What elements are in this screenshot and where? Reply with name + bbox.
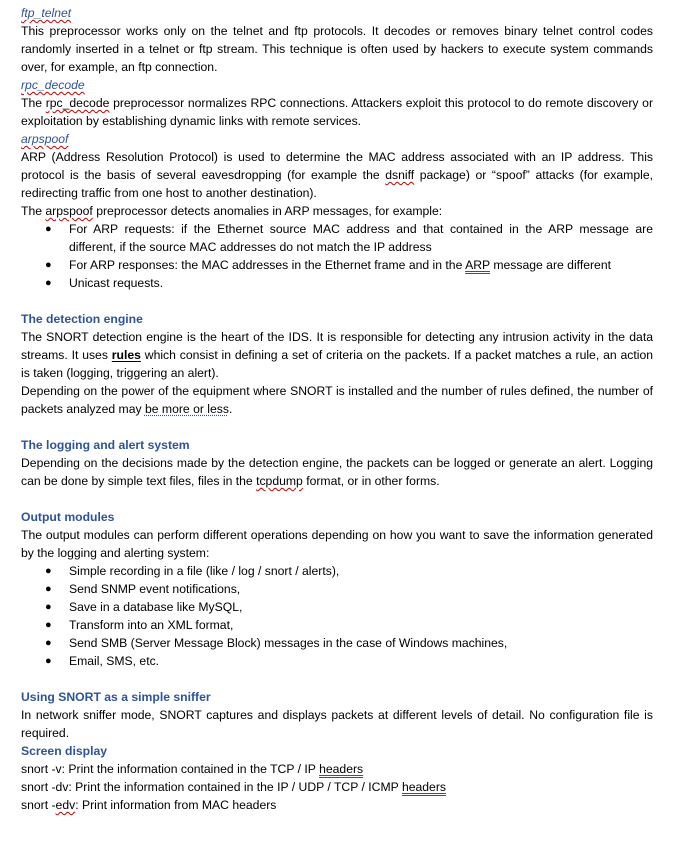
spacer (21, 418, 653, 436)
detection-paragraph-2: Depending on the power of the equipment where SNORT is installed and the number of rules defined, the number of packets analyzed may be more or less. (21, 384, 653, 416)
heading-output-modules: Output modules (21, 510, 115, 524)
output-bullet-list (21, 562, 653, 670)
spacer (21, 670, 653, 688)
list-item: ● Unicast requests. (45, 276, 164, 290)
heading-screen-display: Screen display (21, 744, 108, 758)
spell-flag: edv (55, 798, 76, 812)
bullet-icon: ● (45, 223, 52, 235)
logging-paragraph: Depending on the decisions made by the detection engine, the packets can be logged or generate an alert. Logging can be done by simple text files, files in the tcpdump format, or in other forms. (21, 456, 653, 488)
heading-detection-engine: The detection engine (21, 312, 143, 326)
heading-snort-sniffer: Using SNORT as a simple sniffer (21, 690, 211, 704)
output-paragraph: The output modules can perform different operations depending on how you want to save the information generated by the logging and alerting system: (21, 528, 653, 560)
spacer (21, 292, 653, 310)
grammar-flag: headers (319, 762, 364, 776)
command-line-edv: snort -edv: Print information from MAC headers (21, 798, 277, 812)
bullet-icon: ● (45, 655, 52, 667)
spell-flag: tcpdump (256, 474, 303, 488)
arpspoof-paragraph-1: ARP (Address Resolution Protocol) is used to determine the MAC address associated with an IP address. This protocol is the basis of several eavesdropping (for example the dsniff package) or “spoof” attacks (for example, redirecting traffic from one host to another destination). (21, 150, 653, 200)
command-line-dv: snort -dv: Print the information contained in the IP / UDP / TCP / ICMP headers (21, 780, 446, 794)
rules-term: rules (111, 348, 141, 362)
list-item: ● Email, SMS, etc. (45, 654, 160, 668)
bullet-icon: ● (45, 565, 52, 577)
heading-ftp-telnet: ftp_telnet (21, 6, 72, 20)
command-line-v: snort -v: Print the information contained in the TCP / IP headers (21, 762, 364, 776)
spell-flag: arpspoof (45, 204, 93, 218)
grammar-flag: be more or less (144, 402, 229, 416)
rpc-decode-paragraph: The rpc_decode preprocessor normalizes RPC connections. Attackers exploit this protocol to do remote discovery or exploitation by establishing dynamic links with remote services. (21, 96, 654, 128)
arpspoof-bullet-list (21, 220, 653, 292)
bullet-icon: ● (45, 601, 52, 613)
arpspoof-paragraph-2: The arpspoof preprocessor detects anomalies in ARP messages, for example: (21, 204, 443, 218)
spell-flag: rpc_decode (45, 96, 110, 110)
list-item: ● Send SNMP event notifications, (45, 582, 241, 596)
detection-paragraph-1: The SNORT detection engine is the heart of the IDS. It is responsible for detecting any intrusion activity in the data streams. It uses rules which consist in defining a set of criteria on the packets. If a packet matches a rule, an action is taken (logging, triggering an alert). (21, 330, 653, 380)
list-item: ● Simple recording in a file (like / log / snort / alerts), (45, 564, 340, 578)
bullet-icon: ● (45, 277, 52, 289)
sniffer-paragraph: In network sniffer mode, SNORT captures and displays packets at different levels of detail. No configuration file is required. (21, 708, 653, 740)
list-item: ● For ARP responses: the MAC addresses in the Ethernet frame and in the ARP message are different (45, 258, 611, 272)
list-item: ● For ARP requests: if the Ethernet source MAC address and that contained in the ARP message are different, if the source MAC addresses do not match the IP address (45, 222, 653, 254)
bullet-icon: ● (45, 259, 52, 271)
spacer (21, 490, 653, 508)
list-item: ● Transform into an XML format, (45, 618, 234, 632)
spell-flag: dsniff (385, 168, 415, 182)
grammar-flag: headers (401, 780, 446, 794)
list-item: ● Save in a database like MySQL, (45, 600, 243, 614)
heading-rpc-decode: rpc_decode (21, 78, 85, 92)
bullet-icon: ● (45, 637, 52, 649)
heading-arpspoof: arpspoof (21, 132, 69, 146)
list-item: ● Send SMB (Server Message Block) messages in the case of Windows machines, (45, 636, 508, 650)
heading-logging-alert: The logging and alert system (21, 438, 190, 452)
bullet-icon: ● (45, 583, 52, 595)
ftp-telnet-paragraph: This preprocessor works only on the telnet and ftp protocols. It decodes or removes binary telnet control codes randomly inserted in a telnet or ftp stream. This technique is often used by hackers to execute system commands over, for example, an ftp connection. (21, 24, 653, 74)
grammar-flag: ARP (465, 258, 490, 272)
bullet-icon: ● (45, 619, 52, 631)
